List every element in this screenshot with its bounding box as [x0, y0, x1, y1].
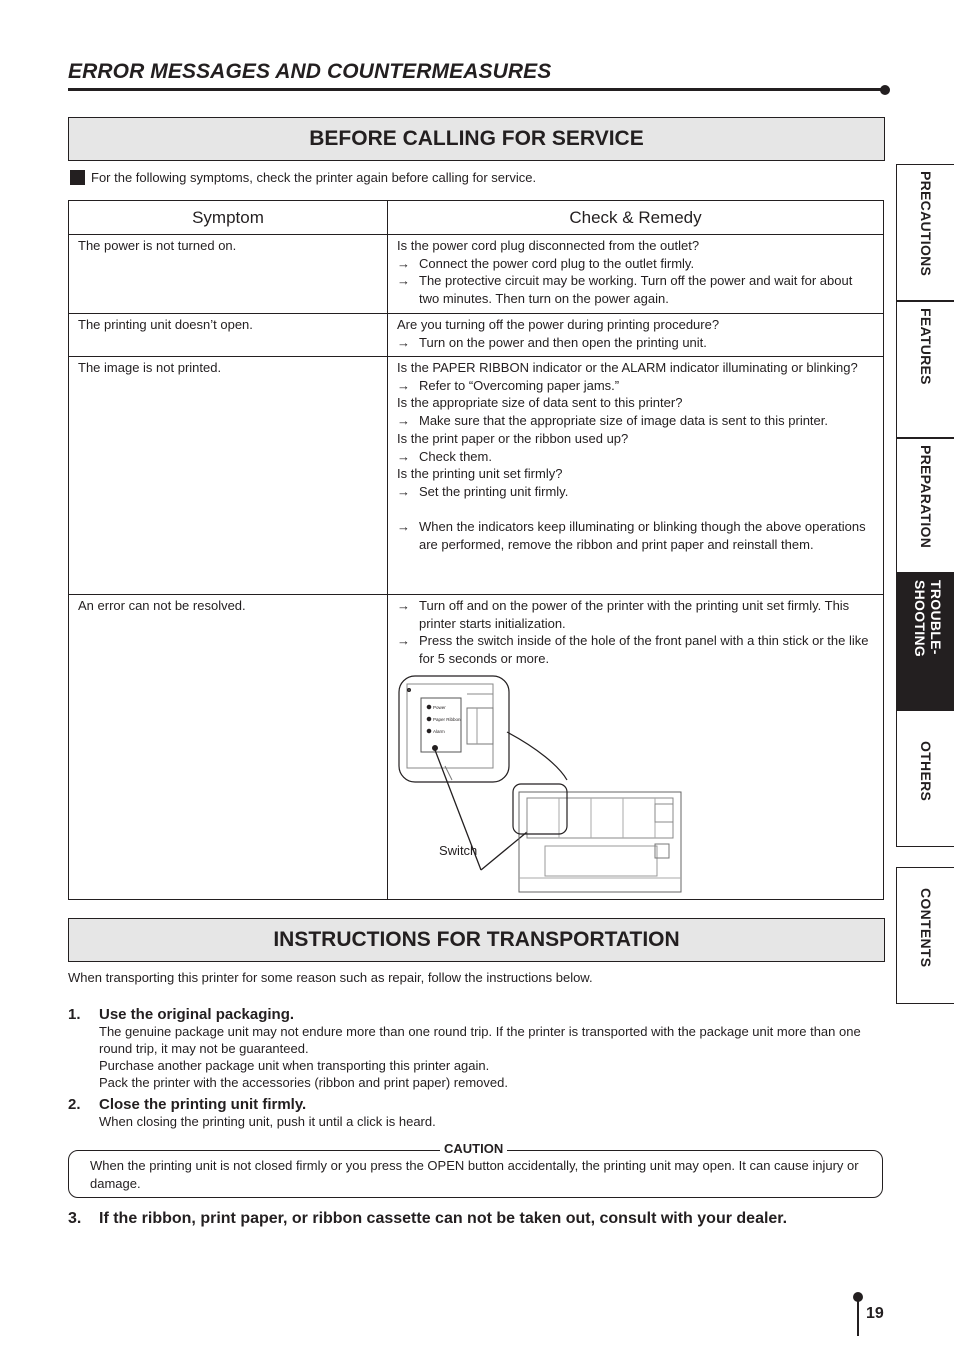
remedy-cell	[388, 235, 884, 314]
service-intro-text: For the following symptoms, check the printer again before calling for service.	[91, 170, 537, 185]
remedy-action	[397, 255, 875, 273]
step-number: 1.	[68, 1006, 81, 1023]
step-title: Close the printing unit firmly.	[99, 1096, 307, 1113]
step-title: Use the original packaging.	[99, 1006, 295, 1023]
arrow-icon: →	[397, 377, 410, 393]
tab-label-line-2: SHOOTING	[911, 580, 928, 658]
remedy-action-text: Make sure that the appropriate size of image data is sent to this printer.	[419, 413, 828, 429]
remedy-action	[397, 597, 875, 632]
remedy-cell	[388, 357, 884, 595]
tab-label: PREPARATION	[917, 445, 934, 549]
tab-contents[interactable]	[896, 867, 954, 1004]
symptom-table	[68, 200, 884, 900]
remedy-action	[397, 448, 875, 466]
remedy-action	[397, 377, 875, 395]
remedy-column-header: Check & Remedy	[388, 201, 884, 235]
symptom-column-header: Symptom	[69, 201, 388, 235]
remedy-cell	[388, 595, 884, 900]
table-header-row	[69, 201, 884, 235]
tab-label	[912, 580, 944, 657]
title-rule-dot	[880, 85, 890, 95]
led-label-alarm: Alarm	[433, 728, 445, 734]
remedy-action-text: The protective circuit may be working. Turn off the power and wait for about two minutes. Then turn on the power again.	[419, 273, 853, 307]
switch-hole	[433, 745, 438, 750]
step-number: 3.	[68, 1210, 82, 1227]
caution-label: CAUTION	[440, 1141, 507, 1156]
remedy-action-text: Refer to “Overcoming paper jams.”	[419, 377, 620, 393]
caution-text: When the printing unit is not closed firmly or you press the OPEN button accidentally, the printing unit may open. It can cause injury or damage.	[90, 1158, 859, 1191]
remedy-question: Is the printing unit set firmly?	[397, 466, 563, 482]
step-line: Purchase another package unit when transporting this printer again.	[99, 1058, 490, 1073]
tab-label-line-1: TROUBLE-	[927, 580, 944, 655]
remedy-action-text: Connect the power cord plug to the outlet firmly.	[419, 255, 695, 271]
arrow-icon: →	[397, 255, 410, 271]
transport-intro: When transporting this printer for some reason such as repair, follow the instructions below.	[68, 970, 593, 985]
table-row	[69, 595, 884, 900]
title-rule	[68, 88, 885, 91]
arrow-icon: →	[397, 413, 410, 429]
square-bullet-icon	[70, 170, 85, 185]
arrow-icon: →	[397, 334, 410, 350]
table-row	[69, 357, 884, 595]
service-banner-text: BEFORE CALLING FOR SERVICE	[309, 127, 644, 150]
tab-label: OTHERS	[917, 741, 934, 802]
remedy-question: Is the power cord plug disconnected from the outlet?	[397, 238, 700, 253]
symptom-cell: The power is not turned on.	[69, 235, 388, 314]
arrow-icon: →	[397, 598, 410, 613]
remedy-action	[397, 412, 875, 430]
transport-banner	[68, 918, 885, 962]
transport-banner-text: INSTRUCTIONS FOR TRANSPORTATION	[273, 928, 680, 951]
remedy-action	[397, 272, 875, 307]
step-body	[99, 1023, 885, 1091]
tab-preparation[interactable]	[896, 438, 954, 573]
printer-front-panel-illustration	[397, 674, 697, 894]
page-number-rule	[857, 1298, 859, 1336]
tab-others[interactable]	[896, 710, 954, 847]
remedy-question: Is the print paper or the ribbon used up?	[397, 430, 629, 446]
arrow-icon: →	[397, 448, 410, 464]
remedy-action	[397, 483, 875, 501]
arrow-icon: →	[397, 633, 410, 649]
page-number: 19	[866, 1305, 884, 1322]
transport-step-1	[68, 1006, 885, 1091]
step-line: Pack the printer with the accessories (ribbon and print paper) removed.	[99, 1075, 508, 1090]
led-label-paper-ribbon: Paper Ribbon	[433, 716, 461, 722]
page-title: ERROR MESSAGES AND COUNTERMEASURES	[68, 60, 552, 83]
remedy-action-text: Turn on the power and then open the printing unit.	[419, 334, 707, 350]
service-intro	[70, 170, 536, 185]
remedy-cell	[388, 314, 884, 357]
remedy-action	[397, 334, 875, 352]
remedy-action-text: Check them.	[419, 448, 492, 464]
remedy-action-text: Press the switch inside of the hole of the front panel with a thin stick or the like for 5 seconds or more.	[419, 633, 869, 667]
arrow-icon: →	[397, 483, 410, 499]
step-heading	[68, 1006, 885, 1023]
tab-troubleshooting[interactable]	[896, 573, 954, 710]
transport-step-2	[68, 1096, 885, 1130]
remedy-action-text: Set the printing unit firmly.	[419, 483, 569, 499]
transport-step-3	[68, 1210, 787, 1228]
step-title: If the ribbon, print paper, or ribbon cassette can not be taken out, consult with your dealer.	[99, 1210, 788, 1227]
step-number: 2.	[68, 1096, 81, 1113]
spacer	[397, 501, 875, 519]
remedy-question: Is the PAPER RIBBON indicator or the ALARM indicator illuminating or blinking?	[397, 360, 858, 375]
tab-label: PRECAUTIONS	[917, 171, 934, 277]
table-row	[69, 314, 884, 357]
step-line: The genuine package unit may not endure more than one round trip. If the printer is transported with the package unit more than one round trip, it may not be guaranteed.	[99, 1024, 861, 1056]
symptom-cell: An error can not be resolved.	[69, 595, 388, 900]
tab-precautions[interactable]	[896, 164, 954, 301]
remedy-action	[397, 518, 875, 553]
step-line: When closing the printing unit, push it until a click is heard.	[99, 1114, 436, 1129]
led-label-power: Power	[433, 704, 446, 710]
remedy-action	[397, 632, 875, 667]
remedy-action-text: Turn off and on the power of the printer with the printing unit set firmly. This printer starts initialization.	[419, 598, 850, 631]
tab-label: CONTENTS	[917, 888, 934, 968]
arrow-icon: →	[397, 519, 410, 535]
tab-features[interactable]	[896, 301, 954, 438]
remedy-action-text: When the indicators keep illuminating or blinking though the above operations are performed, remove the ribbon and print paper and reinstall them.	[419, 519, 866, 553]
tab-label: FEATURES	[917, 308, 934, 385]
arrow-icon: →	[397, 273, 410, 289]
switch-label: Switch	[439, 842, 478, 858]
symptom-cell: The printing unit doesn’t open.	[69, 314, 388, 357]
remedy-question: Is the appropriate size of data sent to this printer?	[397, 395, 683, 411]
service-banner	[68, 117, 885, 161]
symptom-cell: The image is not printed.	[69, 357, 388, 595]
step-heading	[68, 1096, 885, 1113]
table-row	[69, 235, 884, 314]
remedy-question: Are you turning off the power during printing procedure?	[397, 317, 720, 332]
